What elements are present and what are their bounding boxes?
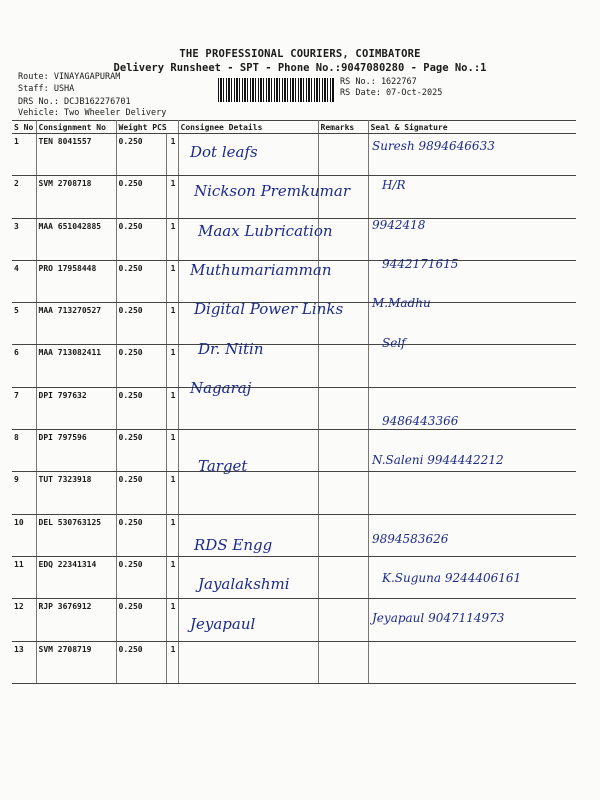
cell-consignment-no: MAA 713082411 <box>36 345 116 387</box>
cell-consignment-no: EDQ 22341314 <box>36 556 116 598</box>
col-weight-label: Weight <box>118 122 148 132</box>
cell-seal <box>368 345 576 387</box>
cell-pcs: 1 <box>166 556 178 598</box>
cell-pcs: 1 <box>166 387 178 429</box>
cell-consignment-no: DPI 797632 <box>36 387 116 429</box>
vehicle-label: Vehicle: Two Wheeler Delivery <box>18 108 167 118</box>
table-header-row <box>12 121 576 134</box>
cell-consignee <box>178 641 318 683</box>
document-subtitle: Delivery Runsheet - SPT - Phone No.:9047080280 - Page No.:1 <box>113 62 487 74</box>
cell-weight: 0.250 <box>116 514 166 556</box>
handwritten-signature: N.Saleni 9944442212 <box>372 453 504 468</box>
handwritten-signature: K.Suguna 9244406161 <box>382 571 522 586</box>
handwritten-consignee: Jeyapaul <box>190 614 256 633</box>
cell-pcs: 1 <box>166 176 178 218</box>
rs-date: RS Date: 07-Oct-2025 <box>340 88 443 98</box>
cell-consignment-no: MAA 713270527 <box>36 303 116 345</box>
cell-weight: 0.250 <box>116 599 166 641</box>
table-row <box>12 345 576 387</box>
table-row <box>12 472 576 514</box>
cell-weight: 0.250 <box>116 387 166 429</box>
document-title: THE PROFESSIONAL COURIERS, COIMBATORE <box>179 48 421 60</box>
cell-weight: 0.250 <box>116 345 166 387</box>
cell-sno: 13 <box>12 641 36 683</box>
handwritten-signature: 9442171615 <box>382 256 459 271</box>
cell-pcs: 1 <box>166 599 178 641</box>
cell-sno: 3 <box>12 218 36 260</box>
handwritten-consignee: RDS Engg <box>194 536 273 554</box>
cell-sno: 11 <box>12 556 36 598</box>
handwritten-signature: Self <box>382 335 406 350</box>
handwritten-signature: 9942418 <box>372 217 426 232</box>
cell-weight: 0.250 <box>116 641 166 683</box>
cell-weight: 0.250 <box>116 430 166 472</box>
cell-weight: 0.250 <box>116 260 166 302</box>
cell-sno: 1 <box>12 134 36 176</box>
cell-sno: 7 <box>12 387 36 429</box>
cell-remarks <box>318 641 368 683</box>
cell-sno: 2 <box>12 176 36 218</box>
cell-pcs: 1 <box>166 345 178 387</box>
table-row <box>12 641 576 683</box>
cell-consignment-no: DEL 530763125 <box>36 514 116 556</box>
col-weight <box>116 121 178 134</box>
col-consignee: Consignee Details <box>178 121 318 134</box>
cell-weight: 0.250 <box>116 556 166 598</box>
cell-weight: 0.250 <box>116 472 166 514</box>
cell-consignment-no: MAA 651042885 <box>36 218 116 260</box>
cell-remarks <box>318 387 368 429</box>
cell-pcs: 1 <box>166 641 178 683</box>
cell-sno: 12 <box>12 599 36 641</box>
table-row <box>12 514 576 556</box>
handwritten-consignee: Target <box>198 457 248 476</box>
cell-sno: 9 <box>12 472 36 514</box>
cell-consignment-no: RJP 3676912 <box>36 599 116 641</box>
cell-sno: 6 <box>12 345 36 387</box>
runsheet-table <box>12 120 576 684</box>
route-label: Route: VINAYAGAPURAM <box>18 72 121 82</box>
cell-sno: 10 <box>12 514 36 556</box>
cell-consignment-no: DPI 797596 <box>36 430 116 472</box>
handwritten-consignee: Dr. Nitin <box>198 339 264 358</box>
cell-consignment-no: TEN 8041557 <box>36 134 116 176</box>
handwritten-signature: 9486443366 <box>382 414 459 429</box>
cell-remarks <box>318 430 368 472</box>
cell-remarks <box>318 514 368 556</box>
handwritten-consignee: Maax Lubrication <box>198 221 333 240</box>
cell-weight: 0.250 <box>116 134 166 176</box>
staff-label: Staff: USHA <box>18 84 75 94</box>
cell-sno: 4 <box>12 260 36 302</box>
handwritten-signature: M.Madhu <box>372 296 431 311</box>
cell-consignment-no: SVM 2708718 <box>36 176 116 218</box>
col-consignment: Consignment No <box>36 121 116 134</box>
table-row <box>12 387 576 429</box>
cell-remarks <box>318 345 368 387</box>
cell-weight: 0.250 <box>116 218 166 260</box>
cell-weight: 0.250 <box>116 303 166 345</box>
cell-pcs: 1 <box>166 218 178 260</box>
cell-seal <box>368 472 576 514</box>
cell-weight: 0.250 <box>116 176 166 218</box>
cell-pcs: 1 <box>166 134 178 176</box>
cell-pcs: 1 <box>166 472 178 514</box>
cell-consignment-no: TUT 7323918 <box>36 472 116 514</box>
cell-pcs: 1 <box>166 303 178 345</box>
barcode <box>218 78 334 102</box>
handwritten-signature: Suresh 9894646633 <box>372 139 495 153</box>
handwritten-signature: Jeyapaul 9047114973 <box>372 610 505 625</box>
cell-remarks <box>318 472 368 514</box>
col-seal: Seal & Signature <box>368 121 576 134</box>
handwritten-consignee: Dot leafs <box>190 143 258 161</box>
cell-pcs: 1 <box>166 514 178 556</box>
col-sno: S No <box>12 121 36 134</box>
cell-consignee <box>178 472 318 514</box>
handwritten-signature: H/R <box>382 178 406 193</box>
cell-consignment-no: PRO 17958448 <box>36 260 116 302</box>
handwritten-consignee: Jayalakshmi <box>198 575 290 594</box>
cell-seal <box>368 641 576 683</box>
cell-remarks <box>318 599 368 641</box>
handwritten-consignee: Nickson Premkumar <box>194 182 351 201</box>
handwritten-consignee: Digital Power Links <box>194 300 344 319</box>
cell-sno: 8 <box>12 430 36 472</box>
cell-pcs: 1 <box>166 430 178 472</box>
handwritten-consignee: Muthumariamman <box>190 260 332 279</box>
col-pcs-label: PCS <box>152 122 167 132</box>
handwritten-consignee: Nagaraj <box>190 378 252 397</box>
cell-remarks <box>318 134 368 176</box>
drs-number: DRS No.: DCJB162276701 <box>18 97 131 107</box>
cell-sno: 5 <box>12 303 36 345</box>
col-remarks: Remarks <box>318 121 368 134</box>
handwritten-signature: 9894583626 <box>372 532 449 546</box>
cell-consignment-no: SVM 2708719 <box>36 641 116 683</box>
rs-number: RS No.: 1622767 <box>340 77 417 87</box>
cell-remarks <box>318 556 368 598</box>
cell-pcs: 1 <box>166 260 178 302</box>
